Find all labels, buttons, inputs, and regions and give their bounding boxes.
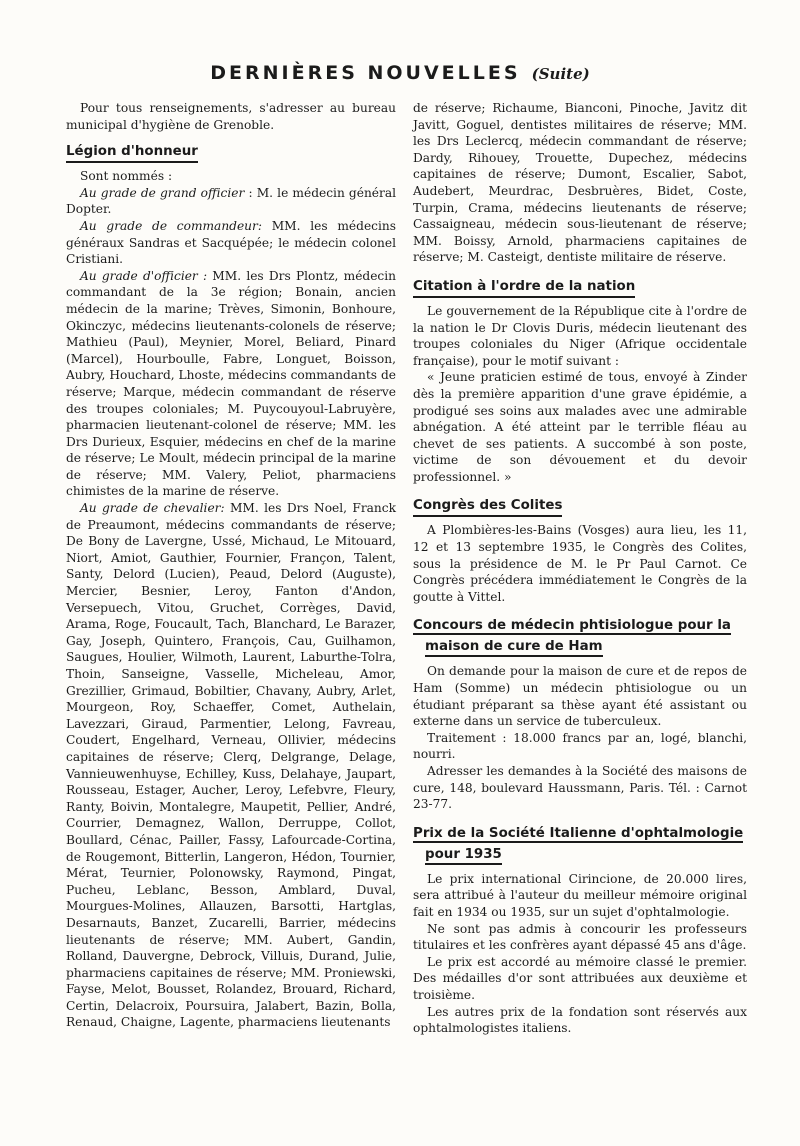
prix-heading <box>413 825 747 866</box>
continuation-paragraph: de réserve; Richaume, Bianconi, Pinoche, Javitz dit Javitt, Goguel, dentistes militaires de réserve; MM. les Drs Leclercq, médecin commandant de réserve; Dardy, Rihouey, Trouette, Dupechez, médecins capitaines de réserve; Dumont, Escalier, Sabot, Audebert, Meurdrac, Desbruères, Bidet, Coste, Turpin, Crama, médecins lieutenants de réserve; Cassaigneau, médecin sous-lieutenant de réserve; MM. Boissy, Arnold, pharmaciens capitaines de réserve; M. Casteigt, dentiste militaire de réserve. <box>413 101 747 265</box>
officier-paragraph <box>66 268 396 500</box>
concours-paragraph-1: On demande pour la maison de cure et de repos de Ham (Somme) un médecin phtisiologue ou un étudiant préparant sa thèse ayant été assistant ou externe dans un service de tuberculeux. <box>413 664 747 729</box>
officier-text: MM. les Drs Plontz, médecin commandant de la 3e région; Bonain, ancien médecin de la marine; Trèves, Simonin, Bonhoure, Okinczyc, médecins lieutenants-colonels de réserve; Mathieu (Paul), Meynier, Morel, Beliard, Pinard (Marcel), Hourboulle, Fabre, Longuet, Boisson, Aubry, Houchard, Lhoste, médecins commandants de réserve; Marque, médecin commandant de réserve des troupes coloniales; M. Puycouyoul-Labruyère, pharmacien lieutenant-colonel de réserve; MM. les Drs Durieux, Esquier, médecins en chef de la marine de réserve; Le Moult, médecin principal de la marine de réserve; MM. Valery, Peliot, pharmaciens chimistes de la marine de réserve. <box>66 268 396 499</box>
page-header <box>0 62 800 84</box>
concours-heading-line2: maison de cure de Ham <box>425 638 603 657</box>
grand-officier-label: Au grade de grand officier <box>80 185 245 200</box>
chevalier-text: MM. les Drs Noel, Franck de Preaumont, médecins commandants de réserve; De Bony de Lavergne, Ussé, Michaud, Le Mitouard, Niort, Amiot, Gauthier, Fournier, Françon, Talent, Santy, Delord (Lucien), Peaud, Delord (Auguste), Mercier, Besnier, Leroy, Fanton d'Andon, Versepuech, Vitou, Gruchet, Corrèges, David, Arama, Roge, Foucault, Tach, Blanchard, Le Barazer, Gay, Joseph, Quintero, François, Cau, Guilhamon, Saugues, Houlier, Wilmoth, Laurent, Laburthe-Tolra, Thoin, Sanseigne, Vasselle, Micheleau, Amor, Grezillier, Grimaud, Bobiltier, Chavany, Aubry, Arlet, Mourgeon, Roy, Schaeffer, Comet, Authelain, Lavezzari, Giraud, Parmentier, Lelong, Favreau, Coudert, Engelhard, Verneau, Ollivier, médecins capitaines de réserve; Clerq, Delgrange, Delage, Vannieuwenhuyse, Echilley, Kuss, Delahaye, Jaupart, Rousseau, Estager, Aucher, Leroy, Lefebvre, Fleury, Ranty, Boivin, Montalegre, Maupetit, Pellier, André, Courrier, Demagnez, Wallon, Derruppe, Collot, Boullard, Cénac, Pailler, Fassy, Lafourcade-Cortina, de Rougemont, Bitterlin, Langeron, Hédon, Tournier, Mérat, Teurnier, Polonowsky, Raymond, Pingat, Pucheu, Leblanc, Besson, Amblard, Duval, Mourgues-Molines, Allauzen, Barsotti, Hartglas, Desarnauts, Banzet, Zucarelli, Barrier, médecins lieutenants de réserve; MM. Aubert, Gandin, Rolland, Dauvergne, Debrock, Villuis, Durand, Julie, pharmaciens capitaines de réserve; MM. Proniewski, Fayse, Melot, Bousset, Rolandez, Brouard, Richard, Certin, Delacroix, Poursuira, Jalabert, Bazin, Bolla, Renaud, Chaigne, Lagente, pharmaciens lieutenants <box>66 501 396 1030</box>
citation-heading: Citation à l'ordre de la nation <box>413 278 635 298</box>
legion-heading: Légion d'honneur <box>66 143 198 163</box>
grand-officier-paragraph <box>66 185 396 218</box>
chevalier-paragraph <box>66 500 396 1031</box>
chevalier-label: Au grade de chevalier: <box>80 501 225 516</box>
prix-heading-line1: Prix de la Société Italienne d'ophtalmologie <box>413 825 744 841</box>
prix-paragraph-1: Le prix international Cirincione, de 20.000 lires, sera attribué à l'auteur du meilleur mémoire original fait en 1934 ou 1935, sur un sujet d'ophtalmologie. <box>413 871 747 919</box>
commandeur-label: Au grade de commandeur: <box>80 218 262 233</box>
concours-heading-line1: Concours de médecin phtisiologue pour la <box>413 618 731 634</box>
commandeur-paragraph <box>66 218 396 268</box>
concours-paragraph-2: Traitement : 18.000 francs par an, logé, blanchi, nourri. <box>413 730 747 762</box>
prix-paragraph-3: Le prix est accordé au mémoire classé le premier. Des médailles d'or sont attribuées aux deuxième et troisième. <box>413 954 747 1002</box>
grand-officier-text: : M. le médecin général Dopter. <box>66 185 396 217</box>
congres-paragraph: A Plombières-les-Bains (Vosges) aura lieu, les 11, 12 et 13 septembre 1935, le Congrès des Colites, sous la présidence de M. le Pr Paul Carnot. Ce Congrès précédera immédiatement le Congrès de la goutte à Vittel. <box>413 523 747 604</box>
sont-nommes: Sont nommés : <box>80 169 173 184</box>
citation-paragraph-2: « Jeune praticien estimé de tous, envoyé à Zinder dès la première apparition d'une grave épidémie, a prodigué ses soins aux malades avec une admirable abnégation. A été atteint par le terrible fléau au chevet de ses patients. A succombé à son poste, victime de son dévouement et du devoir professionnel. » <box>413 370 747 484</box>
officier-label: Au grade d'officier : <box>80 268 208 283</box>
citation-paragraph-1: Le gouvernement de la République cite à l'ordre de la nation le Dr Clovis Duris, médecin lieutenant des troupes coloniales du Niger (Afrique occidentale française), pour le motif suivant : <box>413 303 747 368</box>
header-suite: (Suite) <box>531 65 590 83</box>
intro-paragraph: Pour tous renseignements, s'adresser au bureau municipal d'hygiène de Grenoble. <box>66 101 396 132</box>
concours-heading <box>413 617 747 658</box>
prix-heading-line2: pour 1935 <box>425 846 502 865</box>
prix-paragraph-2: Ne sont pas admis à concourir les professeurs titulaires et les confrères ayant dépassé 45 ans d'âge. <box>413 921 747 953</box>
commandeur-text: MM. les médecins généraux Sandras et Sacquépée; le médecin colonel Cristiani. <box>66 218 396 267</box>
congres-heading: Congrès des Colites <box>413 497 562 517</box>
header-title: DERNIÈRES NOUVELLES <box>210 62 521 84</box>
prix-paragraph-4: Les autres prix de la fondation sont réservés aux ophtalmologistes italiens. <box>413 1004 747 1036</box>
right-column <box>413 100 747 1037</box>
concours-paragraph-3: Adresser les demandes à la Société des maisons de cure, 148, boulevard Haussmann, Paris. Tél. : Carnot 23-77. <box>413 764 747 812</box>
left-column <box>66 100 396 1031</box>
